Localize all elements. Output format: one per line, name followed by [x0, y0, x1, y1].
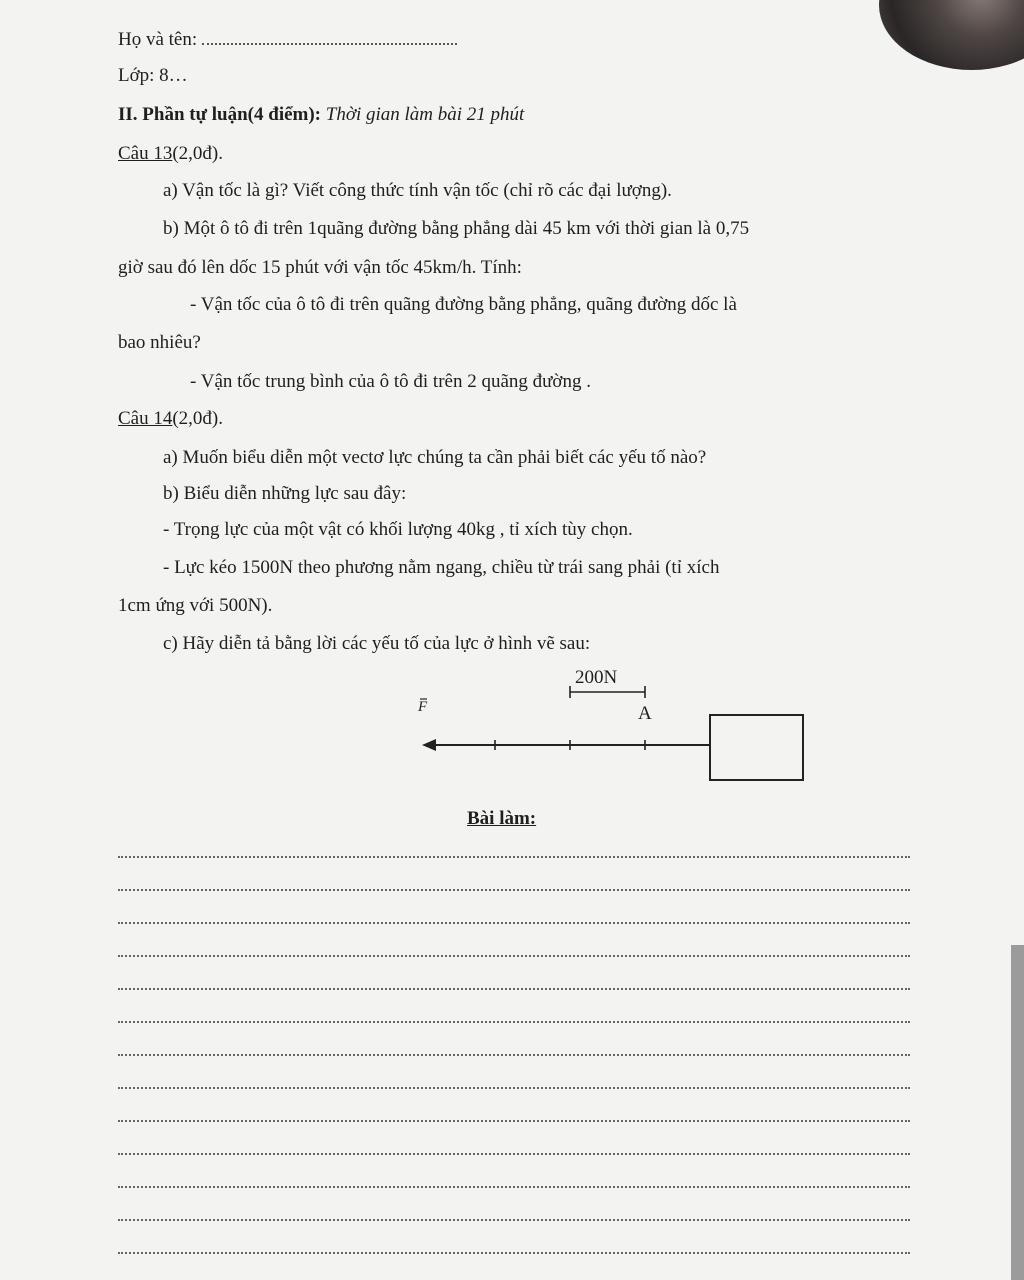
point-a-label: A — [638, 703, 652, 724]
student-name-row — [118, 28, 457, 52]
q14-item2-line1: - Lực kéo 1500N theo phương nằm ngang, chiều từ trái sang phải (tỉ xích — [163, 557, 720, 578]
answer-line[interactable] — [118, 955, 910, 957]
q14-heading — [118, 407, 223, 431]
answer-line[interactable] — [118, 1054, 910, 1056]
answer-line[interactable] — [118, 1021, 910, 1023]
class-label: Lớp: 8… — [118, 65, 188, 86]
force-label: F — [418, 699, 428, 715]
answer-line[interactable] — [118, 1252, 910, 1254]
profile-photo — [879, 0, 1024, 70]
q13-part-b-line1: b) Một ô tô đi trên 1quãng đường bằng phẳng dài 45 km với thời gian là 0,75 — [163, 218, 750, 239]
section-title-row — [118, 103, 524, 127]
answer-line[interactable] — [118, 1186, 910, 1188]
q13-heading — [118, 142, 223, 166]
answer-line[interactable] — [118, 889, 910, 891]
name-blank — [202, 29, 457, 45]
answer-line[interactable] — [118, 1219, 910, 1221]
q13-item2: - Vận tốc trung bình của ô tô đi trên 2 quãng đường . — [190, 371, 591, 392]
q14-item2-line2: 1cm ứng với 500N). — [118, 595, 273, 616]
q14-title: Câu 14 — [118, 408, 173, 429]
q13-item1-line1: - Vận tốc của ô tô đi trên quãng đường bằng phẳng, quãng đường dốc là — [190, 294, 737, 315]
q13-part-a: a) Vận tốc là gì? Viết công thức tính vận tốc (chỉ rõ các đại lượng). — [163, 180, 672, 201]
answer-line[interactable] — [118, 856, 910, 858]
answer-line[interactable] — [118, 1153, 910, 1155]
section-title: II. Phần tự luận(4 điểm): — [118, 104, 322, 125]
scale-label: 200N — [575, 667, 618, 688]
object-box — [710, 715, 803, 780]
scrollbar[interactable] — [1011, 945, 1024, 1280]
q14-part-b: b) Biểu diễn những lực sau đây: — [163, 483, 407, 504]
answer-line[interactable] — [118, 1087, 910, 1089]
q13-item1-line2: bao nhiêu? — [118, 332, 201, 353]
q13-points: (2,0đ). — [172, 143, 224, 164]
q13-title: Câu 13 — [118, 143, 173, 164]
answer-line[interactable] — [118, 1120, 910, 1122]
answer-heading: Bài làm: — [467, 808, 537, 829]
q13-part-b-line2: giờ sau đó lên dốc 15 phút với vận tốc 45km/h. Tính: — [118, 257, 522, 278]
force-diagram — [400, 655, 820, 790]
force-arrow-head — [422, 739, 436, 751]
q14-item1: - Trọng lực của một vật có khối lượng 40kg , tỉ xích tùy chọn. — [163, 519, 633, 540]
name-label: Họ và tên: — [118, 29, 198, 50]
q14-part-c: c) Hãy diễn tả bằng lời các yếu tố của lực ở hình vẽ sau: — [163, 633, 591, 654]
q14-points: (2,0đ). — [172, 408, 224, 429]
answer-line[interactable] — [118, 922, 910, 924]
answer-line[interactable] — [118, 988, 910, 990]
q14-part-a: a) Muốn biểu diễn một vectơ lực chúng ta cần phải biết các yếu tố nào? — [163, 447, 707, 468]
time-note: Thời gian làm bài 21 phút — [325, 104, 525, 125]
